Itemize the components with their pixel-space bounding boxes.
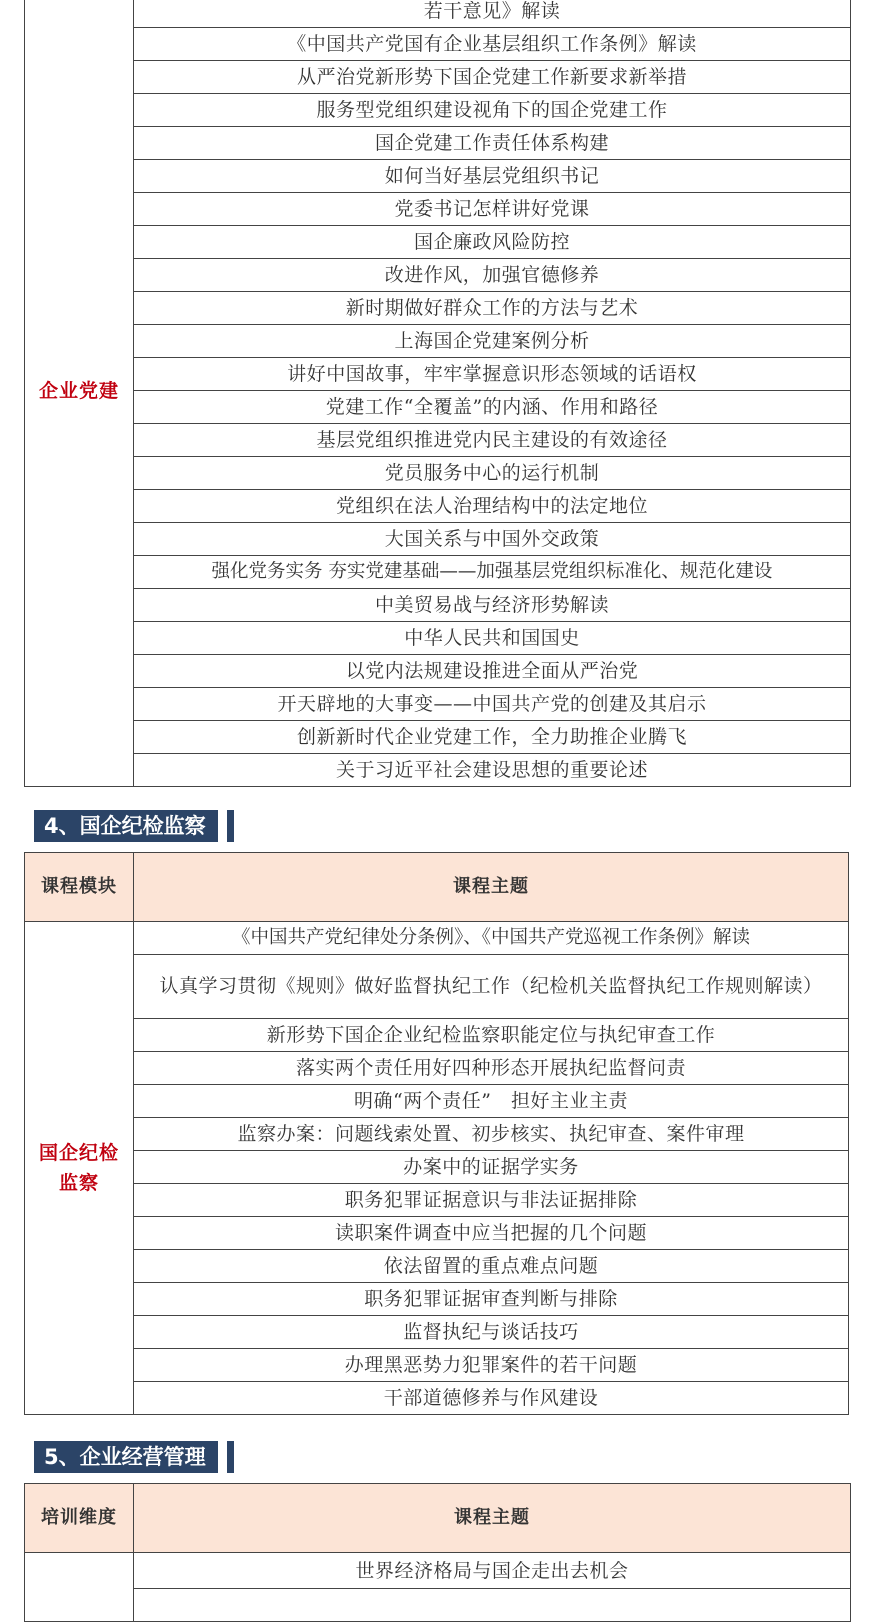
heading-accent-bar: [227, 1441, 234, 1473]
section-title: 4、国企纪检监察: [34, 810, 218, 842]
topic-cell: 职务犯罪证据意识与非法证据排除: [134, 1184, 849, 1217]
discipline-inspection-table: [24, 852, 849, 1415]
module-cell: [25, 922, 134, 1415]
topic-cell: 落实两个责任用好四种形态开展执纪监督问责: [134, 1052, 849, 1085]
header-dimension: 培训维度: [25, 1484, 134, 1553]
section-heading-management: [34, 1441, 234, 1473]
header-topic: 课程主题: [134, 853, 849, 922]
topic-cell: 明确“两个责任” 担好主业主责: [134, 1085, 849, 1118]
topic-cell: 若干意见》解读: [134, 0, 851, 28]
topic-cell: 服务型党组织建设视角下的国企党建工作: [134, 94, 851, 127]
topic-cell: 如何当好基层党组织书记: [134, 160, 851, 193]
module-label-line1: 国企纪检: [38, 1142, 119, 1164]
header-topic: 课程主题: [134, 1484, 851, 1553]
topic-cell: 开天辟地的大事变——中国共产党的创建及其启示: [134, 688, 851, 721]
topic-cell: 办理黑恶势力犯罪案件的若干问题: [134, 1349, 849, 1382]
topic-cell: 创新新时代企业党建工作，全力助推企业腾飞: [134, 721, 851, 754]
topic-cell: 党建工作“全覆盖”的内涵、作用和路径: [134, 391, 851, 424]
section-title: 5、企业经营管理: [34, 1441, 218, 1473]
topic-cell: 国企廉政风险防控: [134, 226, 851, 259]
topic-cell: 认真学习贯彻《规则》做好监督执纪工作（纪检机关监督执纪工作规则解读）: [134, 955, 849, 1019]
topic-cell: 党员服务中心的运行机制: [134, 457, 851, 490]
topic-cell: 新形势下国企企业纪检监察职能定位与执纪审查工作: [134, 1019, 849, 1052]
topic-cell: 干部道德修养与作风建设: [134, 1382, 849, 1415]
heading-accent-bar: [227, 810, 234, 842]
topic-cell: 《中国共产党纪律处分条例》、《中国共产党巡视工作条例》解读: [134, 922, 849, 955]
topic-cell: 国企党建工作责任体系构建: [134, 127, 851, 160]
business-management-table: [24, 1483, 851, 1622]
topic-cell: 上海国企党建案例分析: [134, 325, 851, 358]
topic-cell: [134, 1589, 851, 1622]
topic-cell: 以党内法规建设推进全面从严治党: [134, 655, 851, 688]
topic-cell: 监察办案：问题线索处置、初步核实、执纪审查、案件审理: [134, 1118, 849, 1151]
module-cell: [25, 1553, 134, 1622]
topic-cell: 职务犯罪证据审查判断与排除: [134, 1283, 849, 1316]
topic-cell: 依法留置的重点难点问题: [134, 1250, 849, 1283]
topic-cell: 办案中的证据学实务: [134, 1151, 849, 1184]
topic-cell: 讲好中国故事，牢牢掌握意识形态领域的话语权: [134, 358, 851, 391]
topic-cell: 新时期做好群众工作的方法与艺术: [134, 292, 851, 325]
party-building-table: [24, 0, 851, 787]
topic-cell: 《中国共产党国有企业基层组织工作条例》解读: [134, 28, 851, 61]
topic-cell: 大国关系与中国外交政策: [134, 523, 851, 556]
topic-cell: 强化党务实务 夯实党建基础——加强基层党组织标准化、规范化建设: [134, 556, 851, 589]
module-label: 企业党建: [38, 379, 119, 402]
topic-cell: 改进作风，加强官德修养: [134, 259, 851, 292]
topic-cell: 从严治党新形势下国企党建工作新要求新举措: [134, 61, 851, 94]
topic-cell: 中美贸易战与经济形势解读: [134, 589, 851, 622]
topic-cell: 关于习近平社会建设思想的重要论述: [134, 754, 851, 787]
topic-cell: 读职案件调查中应当把握的几个问题: [134, 1217, 849, 1250]
module-label-line2: 监察: [58, 1172, 99, 1194]
header-module: 课程模块: [25, 853, 134, 922]
topic-cell: 党委书记怎样讲好党课: [134, 193, 851, 226]
topic-cell: 党组织在法人治理结构中的法定地位: [134, 490, 851, 523]
topic-cell: 中华人民共和国国史: [134, 622, 851, 655]
module-cell: [25, 0, 134, 787]
topic-cell: 基层党组织推进党内民主建设的有效途径: [134, 424, 851, 457]
topic-cell: 监督执纪与谈话技巧: [134, 1316, 849, 1349]
section-heading-discipline: [34, 810, 234, 842]
topic-cell: 世界经济格局与国企走出去机会: [134, 1553, 851, 1589]
